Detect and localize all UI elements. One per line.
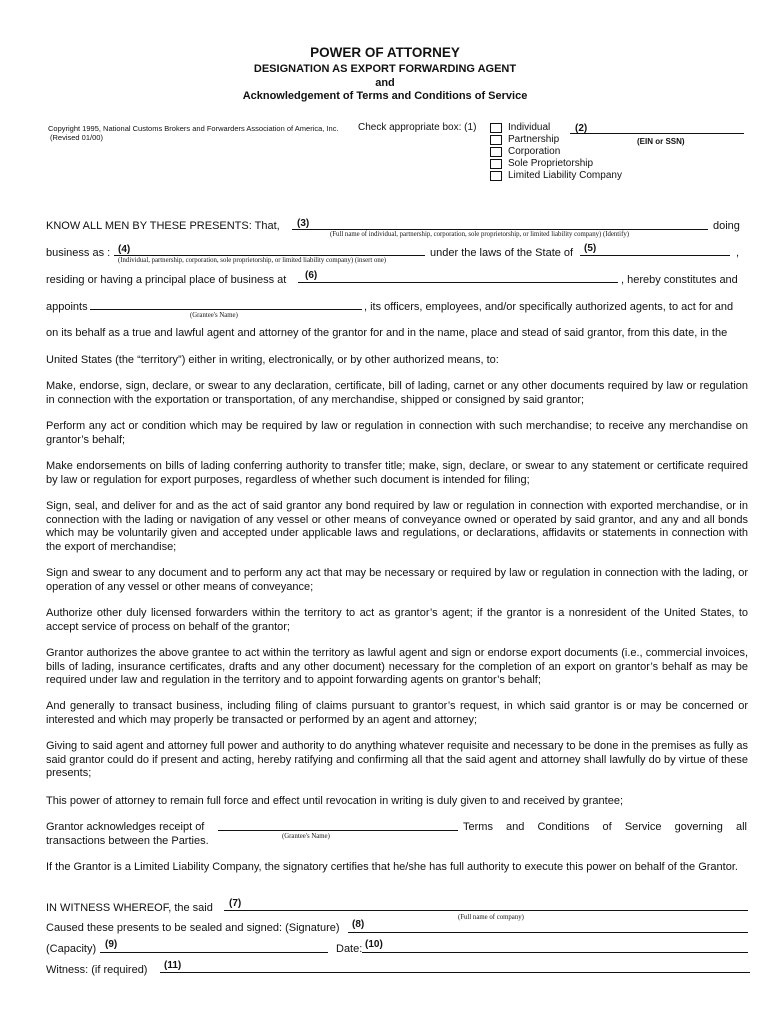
document-ack-title: Acknowledgement of Terms and Conditions of Service: [242, 90, 528, 102]
ein-ssn-field[interactable]: [570, 133, 744, 134]
field-number-5: (5): [584, 243, 597, 254]
checkbox-label-llc: Limited Liability Company: [508, 170, 622, 181]
copyright-line: Copyright 1995, National Customs Brokers and Forwarders Association of America, Inc.: [48, 124, 339, 133]
address-field[interactable]: [298, 282, 618, 283]
checkbox-label-corporation: Corporation: [508, 146, 561, 157]
state-field[interactable]: [580, 255, 730, 256]
field-number-6: (6): [305, 270, 318, 281]
revision-line: (Revised 01/00): [50, 133, 103, 142]
checkbox-partnership[interactable]: [490, 135, 502, 145]
ein-ssn-label: (EIN or SSN): [637, 137, 685, 146]
paragraph-8: Authorize other duly licensed forwarders within the territory to act as grantor’s agent; if the grantor is a nonresident of the United States, to accept service of process on behalf of the grantor;: [46, 607, 748, 633]
ack-grantee-hint: (Grantee's Name): [282, 833, 330, 840]
ack-text-left-2: transactions between the Parties.: [46, 835, 209, 847]
llc-paragraph: If the Grantor is a Limited Liability Company, the signatory certifies that he/she has full authority to execute this power on behalf of the Grantor.: [46, 861, 738, 873]
paragraph-10: And generally to transact business, including filing of claims pursuant to grantor’s request, in which said grantor is or may be concerned or interested and which may properly be transacted or performed by an agent and attorney;: [46, 700, 748, 726]
document-and: and: [375, 77, 395, 89]
grantor-name-hint: (Full name of individual, partnership, corporation, sole proprietorship, or limited liability company) (Identify): [330, 231, 629, 238]
ack-text-right: Terms and Conditions of Service governing all: [463, 821, 747, 833]
checkbox-label-sole-proprietorship: Sole Proprietorship: [508, 158, 594, 169]
company-name-hint: (Full name of company): [458, 914, 524, 921]
grantee-name-field[interactable]: [90, 309, 362, 310]
document-subtitle: DESIGNATION AS EXPORT FORWARDING AGENT: [253, 63, 517, 75]
paragraph-6: Sign, seal, and deliver for and as the act of said grantor any bond required by law or regulation in connection with exported merchandise, or in connection with the lading or navigation of any vessel or other means of conveyance owned or operated by said grantor, and any and all bonds which may be voluntarily given and accepted under applicable laws and regulations, or declarations, affidavits or statements in connection with the export of merchandise;: [46, 500, 748, 553]
hereby-text: , hereby constitutes and: [621, 274, 738, 286]
field-number-8: (8): [352, 919, 365, 930]
business-as-text: business as :: [46, 247, 111, 259]
grantee-name-hint: (Grantee's Name): [190, 312, 238, 319]
document-title: POWER OF ATTORNEY: [310, 45, 460, 60]
checkbox-sole-proprietorship[interactable]: [490, 159, 502, 169]
field-number-11: (11): [164, 960, 182, 971]
its-officers-text: , its officers, employees, and/or specifically authorized agents, to act for and: [364, 301, 734, 313]
capacity-text: (Capacity): [46, 943, 97, 955]
state-comma: ,: [736, 247, 740, 259]
business-type-field[interactable]: [114, 255, 425, 256]
field-number-2: (2): [575, 123, 588, 134]
field-number-9: (9): [105, 939, 118, 950]
field-number-10: (10): [365, 939, 383, 950]
field-number-7: (7): [229, 898, 242, 909]
paragraph-7: Sign and swear to any document and to perform any act that may be necessary or required by law or regulation in connection with the lading, or operation of any vessel or other means of conveyance;: [46, 567, 748, 593]
checkbox-label-individual: Individual: [508, 122, 551, 133]
paragraph-11: Giving to said agent and attorney full power and authority to do anything whatever requisite and necessary to be done in the premises as fully as said grantor could do if present and acting, hereby ratifying and confirming all that the said agent and attorney shall lawfully do by virtue of these presents;: [46, 740, 748, 779]
company-name-field[interactable]: [224, 910, 748, 911]
capacity-field[interactable]: [100, 952, 328, 953]
witness-whereof-text: IN WITNESS WHEREOF, the said: [46, 902, 213, 914]
witness-text: Witness: (if required): [46, 964, 148, 976]
paragraph-4: Perform any act or condition which may be required by law or regulation in connection with such merchandise; to receive any merchandise on grantor’s behalf;: [46, 420, 748, 446]
paragraph-5: Make endorsements on bills of lading conferring authority to transfer title; make, sign, declare, or swear to any statement or certificate required by law or regulation for export purposes, regardless of whether such document is intended for filing;: [46, 460, 748, 486]
witness-field[interactable]: [160, 972, 750, 973]
ack-text-left: Grantor acknowledges receipt of: [46, 821, 205, 833]
paragraph-12: This power of attorney to remain full force and effect until revocation in writing is duly given to and received by grantee;: [46, 795, 623, 807]
doing-text: doing: [713, 220, 740, 232]
date-field[interactable]: [362, 952, 748, 953]
checkbox-corporation[interactable]: [490, 147, 502, 157]
checkbox-llc[interactable]: [490, 171, 502, 181]
field-number-4: (4): [118, 244, 131, 255]
paragraph-2: United States (the “territory”) either in writing, electronically, or by other authorized means, to:: [46, 354, 499, 366]
paragraph-3: Make, endorse, sign, declare, or swear to any declaration, certificate, bill of lading, carnet or any other documents required by law or regulation in connection with the exportation or transportation, of any merchandise, shipped or consigned by said grantor;: [46, 380, 748, 406]
paragraph-1: on its behalf as a true and lawful agent and attorney of the grantor for and in the name, place and stead of said grantor, from this date, in the: [46, 327, 728, 339]
know-all-men-text: KNOW ALL MEN BY THESE PRESENTS: That,: [46, 220, 280, 232]
checkbox-group-label: Check appropriate box: (1): [358, 122, 477, 133]
signature-field[interactable]: [348, 932, 748, 933]
residing-text: residing or having a principal place of business at: [46, 274, 287, 286]
checkbox-label-partnership: Partnership: [508, 134, 560, 145]
business-type-hint: (Individual, partnership, corporation, sole proprietorship, or limited liability company) (insert one): [118, 257, 387, 264]
paragraph-9: Grantor authorizes the above grantee to act within the territory as lawful agent and sign or endorse export documents (i.e., commercial invoices, bills of lading, insurance certificates, drafts and any other document) necessary for the completion of an export on grantor’s behalf as may be required under law and regulation in the territory and to appoint forwarding agents on grantor’s behalf;: [46, 647, 748, 686]
grantor-name-field[interactable]: [292, 229, 708, 230]
caused-text: Caused these presents to be sealed and signed: (Signature): [46, 922, 340, 934]
appoints-text: appoints: [46, 301, 88, 313]
checkbox-individual[interactable]: [490, 123, 502, 133]
field-number-3: (3): [297, 218, 310, 229]
date-text: Date:: [336, 943, 363, 955]
ack-grantee-field[interactable]: [218, 830, 458, 831]
under-laws-text: under the laws of the State of: [430, 247, 574, 259]
